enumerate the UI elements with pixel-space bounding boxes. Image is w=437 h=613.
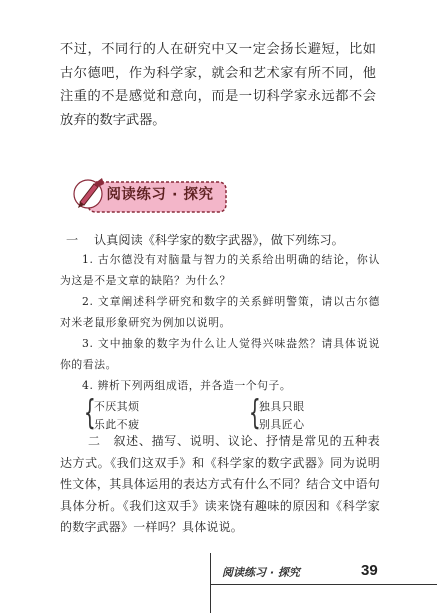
footer-divider-vertical bbox=[210, 553, 211, 613]
banner-title: 阅读练习 · 探究 bbox=[106, 187, 214, 203]
question-3 bbox=[60, 334, 380, 375]
section-1-heading bbox=[60, 230, 380, 250]
section-1-number: 一 bbox=[66, 233, 79, 247]
footer-divider-horizontal bbox=[210, 584, 437, 585]
question-3-number: 3. bbox=[82, 337, 94, 350]
section-1-heading-text: 认真阅读《科学家的数字武器》，做下列练习。 bbox=[94, 233, 344, 247]
page-number: 39 bbox=[361, 562, 378, 579]
left-brace-icon: { bbox=[83, 393, 96, 433]
section-2-text: 叙述、描写、说明、议论、抒情是常见的五种表达方式。《我们这双手》和《科学家的数字武器》同为说明性文体，其具体运用的表达方式有什么不同？结合文中语句具体分析。《我们这双手》读来饶有趣味的原因和《科学家的数字武器》一样吗？具体说说。 bbox=[60, 434, 380, 534]
idiom-group-2-item-1: 独具只眼 bbox=[259, 400, 305, 413]
question-4-number: 4. bbox=[82, 379, 94, 392]
idiom-group-2-item-2: 别具匠心 bbox=[259, 418, 305, 431]
section-banner bbox=[68, 172, 230, 222]
section-2-number: 二 bbox=[88, 434, 101, 448]
footer-section-label: 阅读练习 · 探究 bbox=[222, 566, 300, 579]
question-2-text: 文章阐述科学研究和数字的关系鲜明警策，请以古尔德对米老鼠形象研究为例加以说明。 bbox=[60, 295, 380, 329]
left-brace-icon: { bbox=[248, 393, 261, 433]
idiom-group-1-item-1: 不厌其烦 bbox=[94, 400, 140, 413]
section-2 bbox=[60, 431, 380, 539]
question-4-text: 辨析下列两组成语，并各造一个句子。 bbox=[97, 379, 292, 392]
question-4 bbox=[60, 376, 380, 397]
question-1 bbox=[60, 250, 380, 291]
question-2-number: 2. bbox=[82, 295, 94, 308]
idiom-group-1-item-2: 乐此不疲 bbox=[94, 418, 140, 431]
question-1-text: 古尔德没有对脑量与智力的关系给出明确的结论，你认为这是不是文章的缺陷？为什么？ bbox=[60, 253, 380, 287]
question-3-text: 文中抽象的数字为什么让人觉得兴味盎然？请具体说说你的看法。 bbox=[60, 337, 380, 371]
question-2 bbox=[60, 292, 380, 333]
intro-paragraph: 不过，不同行的人在研究中又一定会扬长避短，比如古尔德吧，作为科学家，就会和艺术家有所不同，他注重的不是感觉和意向，而是一切科学家永远都不会放弃的数字武器。 bbox=[60, 42, 376, 128]
question-1-number: 1. bbox=[82, 253, 94, 266]
